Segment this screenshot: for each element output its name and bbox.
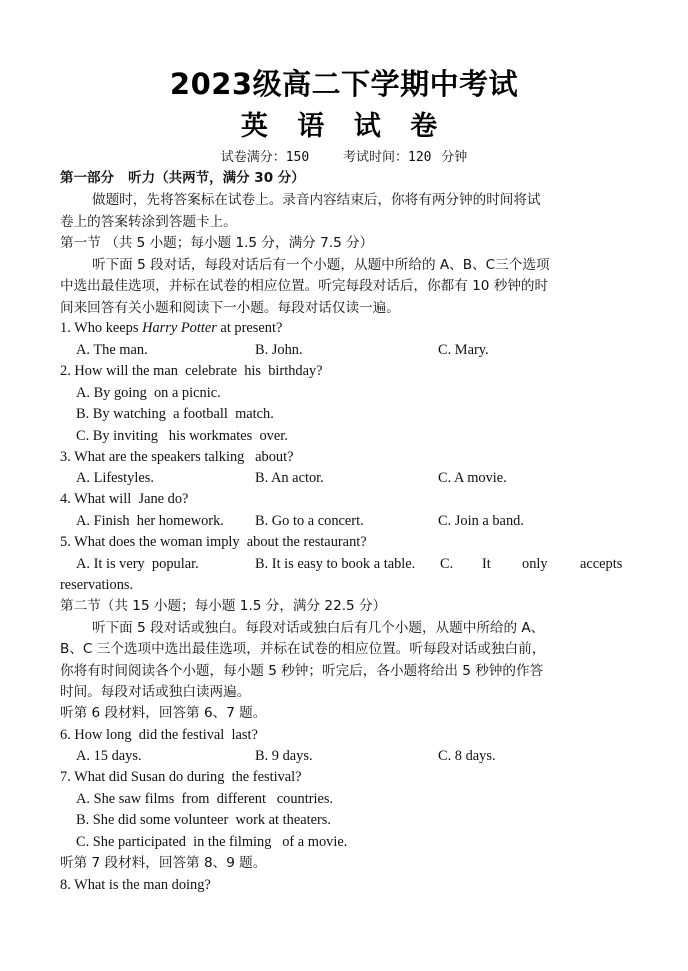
- option-a: A. By going on a picnic.: [76, 385, 221, 401]
- option-c-word: accepts: [580, 556, 623, 572]
- question-4-options: [76, 511, 630, 531]
- question-6-stem: 6. How long did the festival last?: [60, 727, 258, 743]
- option-c: C. By inviting his workmates over.: [76, 428, 288, 444]
- part1-heading: 第一部分 听力（共两节，满分 30 分）: [60, 170, 305, 186]
- section1-intro-line: 间来回答有关小题和阅读下一小题。每段对话仅读一遍。: [60, 300, 400, 316]
- section2-intro-line: 时间。每段对话或独白读两遍。: [60, 684, 251, 700]
- option-c: C. She participated in the filming of a movie.: [76, 834, 348, 850]
- option-b: B. By watching a football match.: [76, 406, 274, 422]
- section1-intro-line: 中选出最佳选项，并标在试卷的相应位置。听完每段对话后，你都有 10 秒钟的时: [60, 278, 549, 294]
- section2-intro-line: 听下面 5 段对话或独白。每段对话或独白后有几个小题，从题中所给的 A、: [92, 620, 545, 636]
- option-a: A. Lifestyles.: [76, 470, 154, 486]
- option-c-word: It: [482, 556, 491, 572]
- option-b: B. An actor.: [255, 470, 324, 486]
- part1-intro-line: 做题时，先将答案标在试卷上。录音内容结束后，你将有两分钟的时间将试: [92, 192, 541, 208]
- option-a: A. It is very popular.: [76, 556, 199, 572]
- section2-intro-line: B、C 三个选项中选出最佳选项，并标在试卷的相应位置。听每段对话或独白前，: [60, 641, 546, 657]
- exam-title: 2023级高二下学期中考试: [169, 67, 519, 101]
- option-b: B. It is easy to book a table.: [255, 556, 416, 572]
- option-c: C. 8 days.: [438, 748, 496, 764]
- section1-intro-line: 听下面 5 段对话，每段对话后有一个小题，从题中所给的 A、B、C三个选项: [92, 257, 550, 273]
- option-b: B. John.: [255, 342, 303, 358]
- question-5-stem: 5. What does the woman imply about the restaurant?: [60, 534, 367, 550]
- section2-heading: 第二节（共 15 小题；每小题 1.5 分，满分 22.5 分）: [60, 598, 387, 614]
- question-4-stem: 4. What will Jane do?: [60, 491, 189, 507]
- question-6-options: [76, 746, 630, 766]
- part1-intro-line: 卷上的答案转涂到答题卡上。: [60, 214, 237, 230]
- question-5-options: [76, 554, 630, 574]
- option-c-word: only: [522, 556, 548, 572]
- option-c: C. Mary.: [438, 342, 489, 358]
- exam-meta: [0, 146, 688, 165]
- question-1-options: [76, 340, 630, 360]
- material-7-instruction: 听第 7 段材料，回答第 8、9 题。: [60, 855, 267, 871]
- option-b: B. Go to a concert.: [255, 513, 364, 529]
- question-3-options: [76, 468, 630, 488]
- exam-subtitle: 英 语 试 卷: [240, 111, 448, 142]
- option-b: B. 9 days.: [255, 748, 313, 764]
- exam-time: 考试时间：120 分钟: [343, 150, 468, 165]
- option-c-word: C.: [440, 556, 454, 572]
- option-a: A. Finish her homework.: [76, 513, 224, 529]
- option-c: C. Join a band.: [438, 513, 524, 529]
- section2-intro-line: 你将有时间阅读各个小题，每小题 5 秒钟；听完后，各小题将给出 5 秒钟的作答: [60, 663, 544, 679]
- option-c: C. A movie.: [438, 470, 507, 486]
- total-score: 试卷满分：150: [220, 150, 310, 165]
- option-a: A. 15 days.: [76, 748, 142, 764]
- option-b: B. She did some volunteer work at theaters.: [76, 812, 331, 828]
- question-1-stem: 1. Who keeps Harry Potter at present?: [60, 320, 283, 336]
- option-a: A. She saw films from different countries.: [76, 791, 334, 807]
- material-6-instruction: 听第 6 段材料，回答第 6、7 题。: [60, 705, 267, 721]
- option-a: A. The man.: [76, 342, 148, 358]
- question-2-stem: 2. How will the man celebrate his birthday?: [60, 363, 323, 379]
- section1-heading: 第一节 （共 5 小题；每小题 1.5 分，满分 7.5 分）: [60, 235, 374, 251]
- question-8-stem: 8. What is the man doing?: [60, 877, 211, 893]
- option-c-continuation: reservations.: [60, 577, 134, 593]
- question-3-stem: 3. What are the speakers talking about?: [60, 449, 294, 465]
- question-7-stem: 7. What did Susan do during the festival?: [60, 769, 302, 785]
